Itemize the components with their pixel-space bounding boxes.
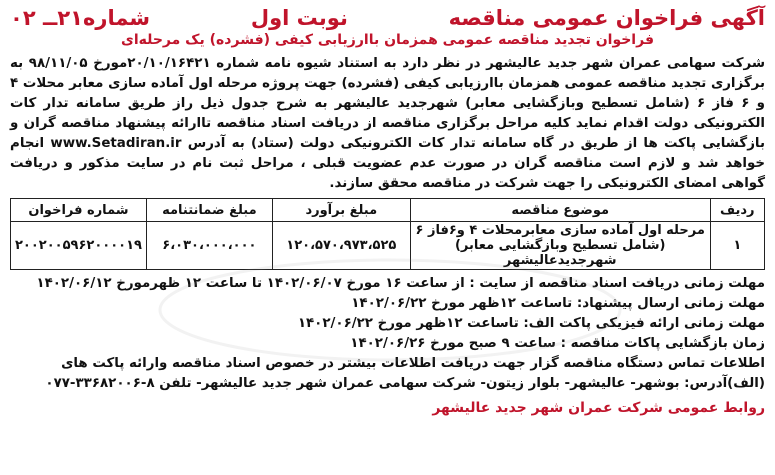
notice-round: نوبت اول: [250, 6, 348, 30]
deadline-value: تاساعت ۱۲ظهر مورخ ۱۴۰۲/۰۶/۲۲: [297, 316, 524, 331]
cell-row-number: ۱: [710, 222, 764, 270]
header-estimate: مبلغ برآورد: [272, 199, 410, 222]
deadline-value: از ساعت ۱۶ مورخ ۱۴۰۲/۰۶/۰۷ تا ساعت ۱۲ ظهرمورخ ۱۴۰۲/۰۶/۱۲: [36, 276, 470, 291]
deadline-label: مهلت زمانی ارائه فیزیکی پاکت الف:: [523, 316, 765, 331]
intro-paragraph: شرکت سهامی عمران شهر جدید عالیشهر در نظر دارد به استناد شیوه نامه شماره ۲۰/۱۰/۱۶۴۲۱مورخ ۹۸/۱۱/۰۵ به برگزاری تجدید مناقصه عمومی همزمان باارزیابی کیفی (فشرده) جهت پروژه مرحله اول آماده سازی معابر محلات ۴ و ۶ فاز ۶ (شامل تسطیح وبازگشایی معابر) شهرجدید عالیشهر به شرح جدول ذیل راز طریق سامانه تدار کات الکترونیکی دولت اقدام نماید کلیه مراحل برگزاری مناقصه از دریافت اسناد مناقصه تاارائه پیشنهاد مناقصه گران و بازگشایی پاکت ها از طریق در گاه سامانه تدار کات الکترونیکی دولت (ستاد) به آدرس www.Setadiran.ir انجام خواهد شد و لازم است مناقصه گران در صورت عدم عضویت قبلی ، مراحل ثبت نام در سایت مذکور و دریافت گواهی امضای الکترونیکی را جهت شرکت در مناقصه محقق سازند.: [10, 56, 766, 191]
notice-subtitle: فراخوان تجدید مناقصه عمومی همزمان باارزیابی کیفی (فشرده) یک مرحله‌ای: [121, 32, 654, 48]
deadline-proposal-submission: [10, 294, 765, 314]
header-subject: موضوع مناقصه: [410, 199, 710, 222]
deadline-physical-envelope: [10, 314, 765, 334]
header-call-number: شماره فراخوان: [11, 199, 147, 222]
notice-number: شماره۲۱ــ ۰۲: [10, 6, 151, 30]
cell-subject: مرحله اول آماده سازی معابرمحلات ۴ و۶فاز ۶ (شامل تسطیح وبازگشایی معابر) شهرجدیدعالیشهر: [410, 222, 710, 270]
deadline-label: مهلت زمانی دریافت اسناد مناقصه از سایت :: [469, 276, 765, 291]
deadlines: [10, 274, 765, 354]
deadline-envelope-opening: [10, 334, 765, 354]
deadline-document-download: [10, 274, 765, 294]
cell-call-number: ۲۰۰۲۰۰۵۹۶۲۰۰۰۰۱۹: [11, 222, 147, 270]
contact-info: اطلاعات تماس دستگاه مناقصه گزار جهت دریافت اطلاعات بیشتر در خصوص اسناد مناقصه وارائه پاکت های (الف)آدرس: بوشهر- عالیشهر- بلوار زیتون- شرکت سهامی عمران شهر جدید عالیشهر- تلفن ۸-۳۳۶۸۲۰۰۶-۰۷۷: [45, 356, 765, 391]
cell-guarantee: ۶،۰۳۰،۰۰۰،۰۰۰: [146, 222, 272, 270]
deadline-value: تاساعت ۱۲ظهر مورخ ۱۴۰۲/۰۶/۲۲: [351, 296, 577, 311]
deadline-label: مهلت زمانی ارسال پیشنهاد:: [576, 296, 765, 311]
cell-estimate: ۱۲۰،۵۷۰،۹۷۳،۵۲۵: [272, 222, 410, 270]
deadline-value: ساعت ۹ صبح مورخ ۱۴۰۲/۰۶/۲۶: [350, 336, 561, 351]
table-row: [11, 222, 765, 270]
header-guarantee: مبلغ ضمانتنامه: [146, 199, 272, 222]
header: [10, 4, 765, 32]
header-row-number: ردیف: [710, 199, 764, 222]
deadline-label: زمان بازگشایی پاکات مناقصه :: [560, 336, 765, 351]
table-header-row: [11, 199, 765, 222]
notice-title: آگهی فراخوان عمومی مناقصه: [448, 6, 765, 30]
tender-table: [10, 198, 765, 270]
public-relations-signature: روابط عمومی شرکت عمران شهر جدید عالیشهر: [432, 400, 765, 416]
